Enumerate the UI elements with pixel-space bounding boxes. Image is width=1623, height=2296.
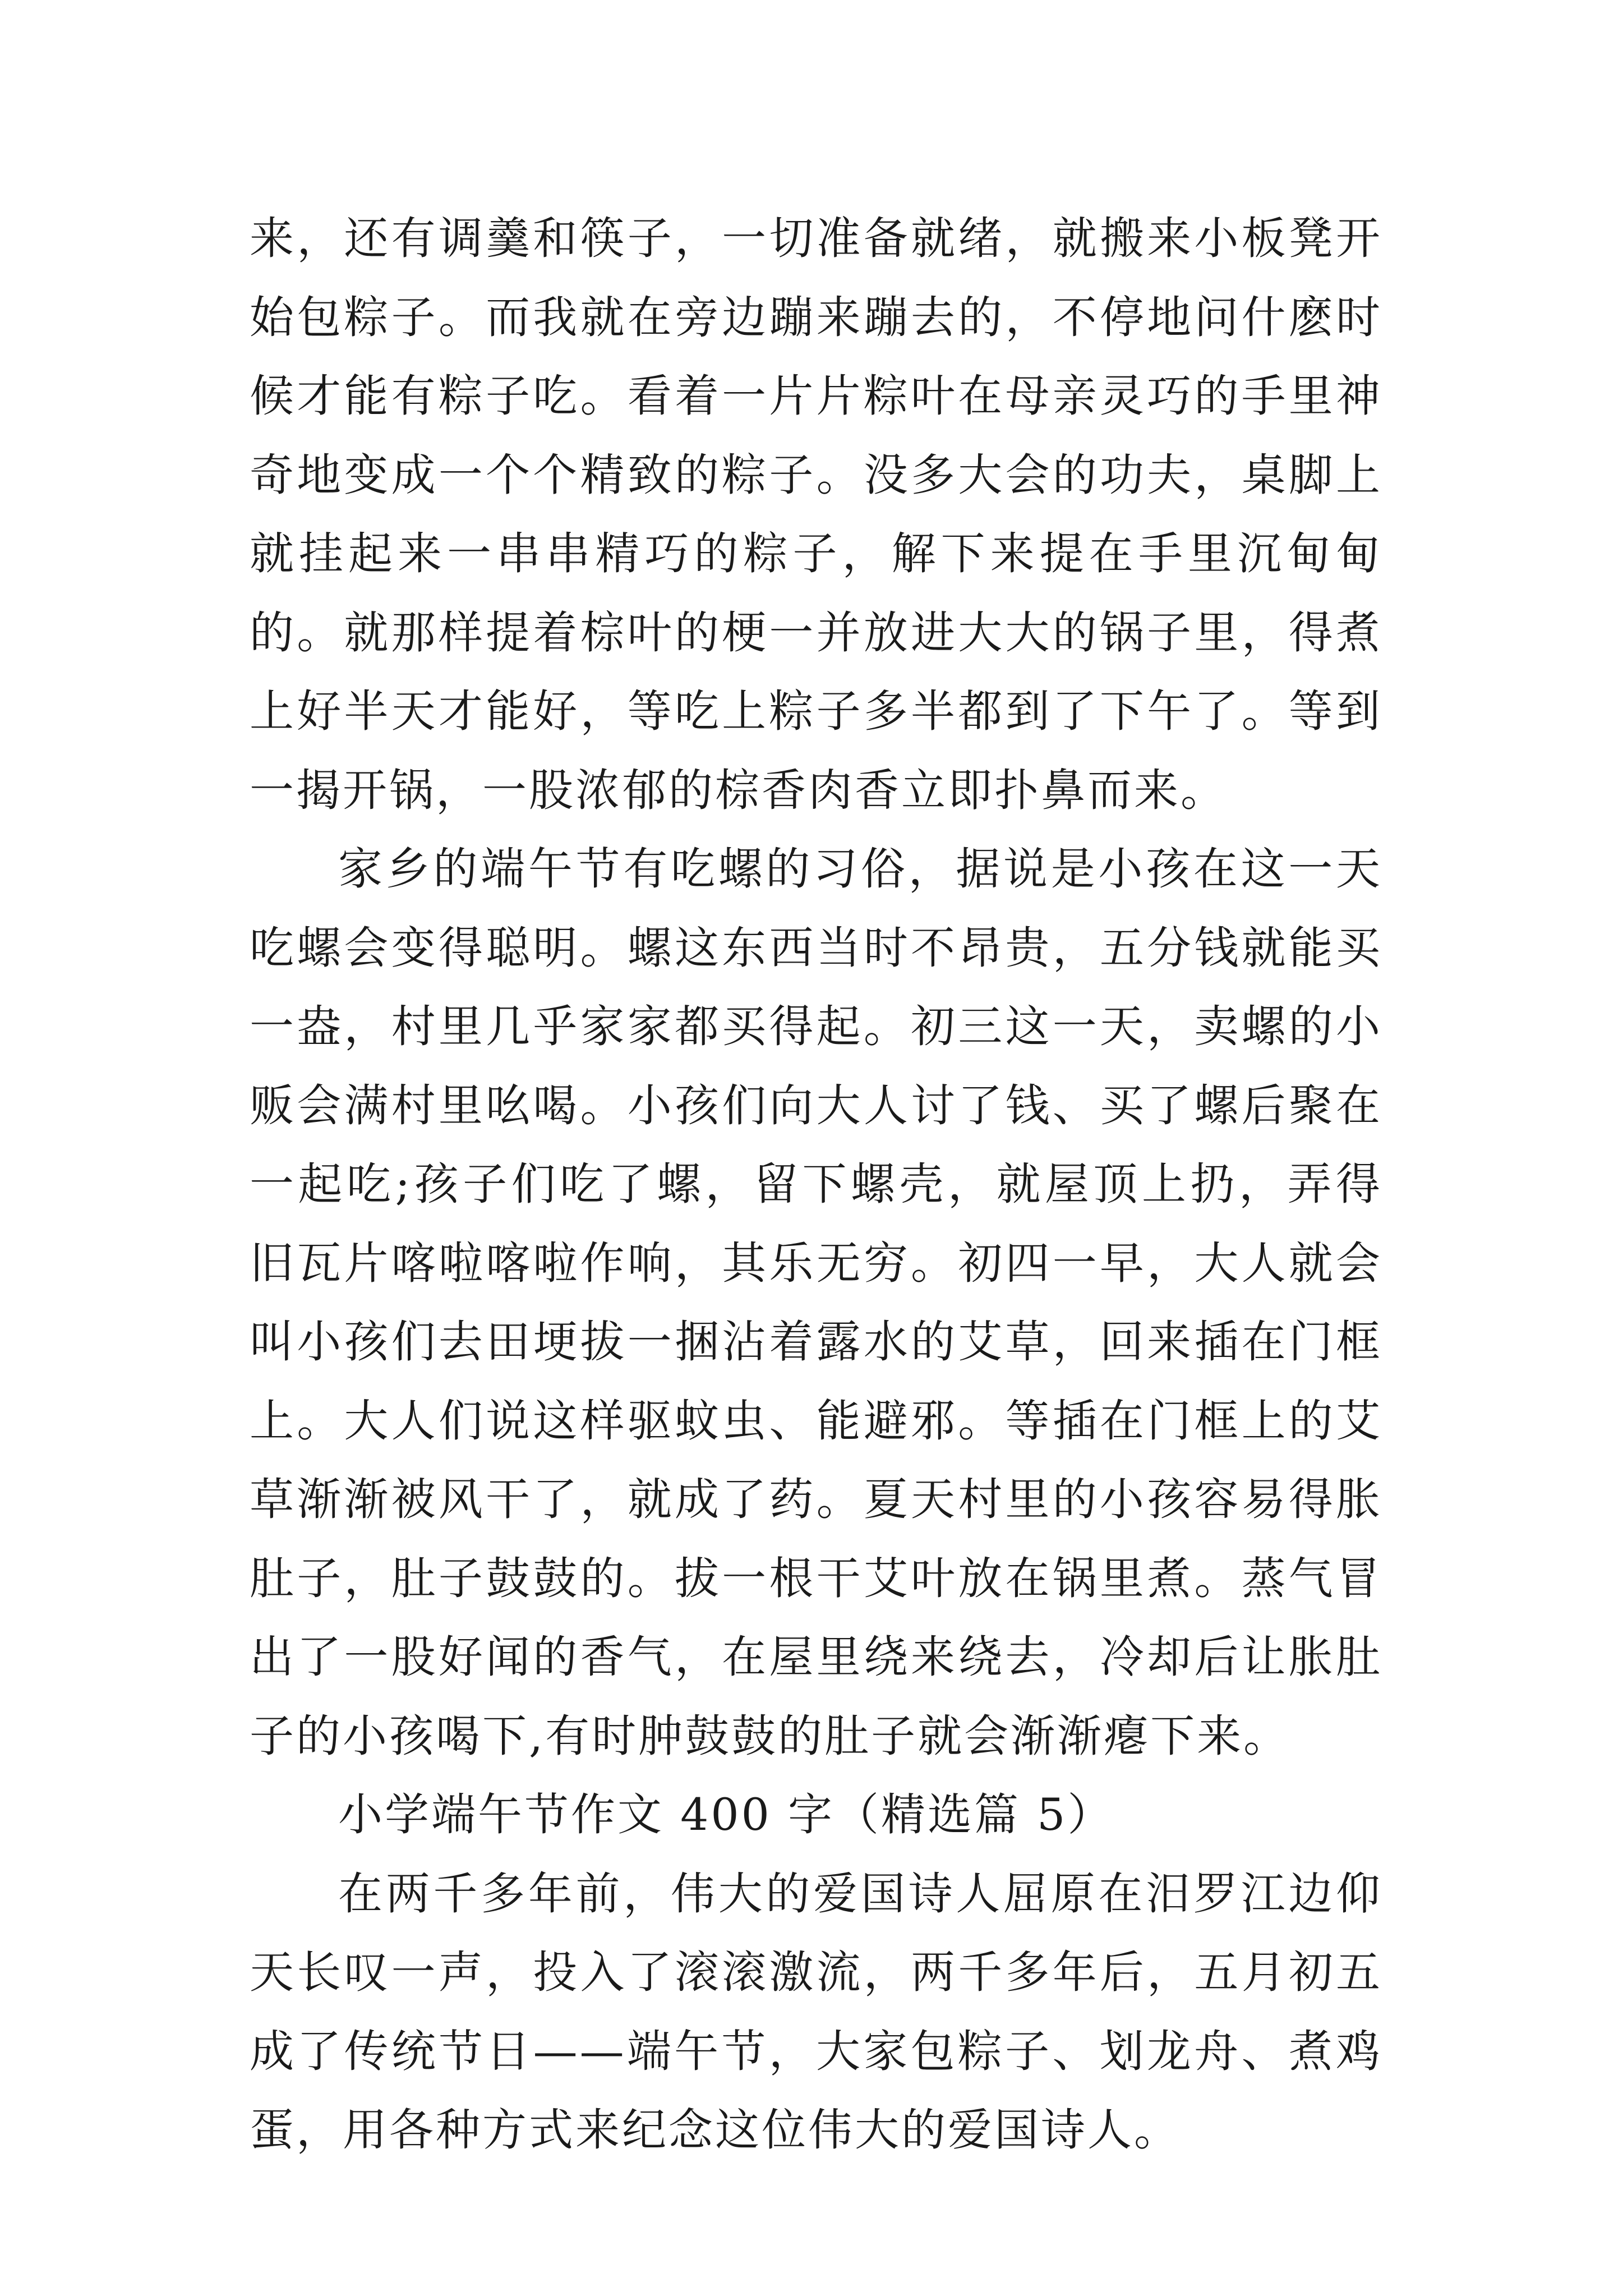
paragraph-custom-snails: 家乡的端午节有吃螺的习俗，据说是小孩在这一天吃螺会变得聪明。螺这东西当时不昂贵，五分钱就能买一盎，村里几乎家家都买得起。初三这一天，卖螺的小贩会满村里吆喝。小孩们向大人讨了钱、买了螺后聚在一起吃;孩子们吃了螺，留下螺壳，就屋顶上扔，弄得旧瓦片喀啦喀啦作响，其乐无穷。初四一早，大人就会叫小孩们去田埂拔一捆沾着露水的艾草，回来插在门框上。大人们说这样驱蚊虫、能避邪。等插在门框上的艾草渐渐被风干了，就成了药。夏天村里的小孩容易得胀肚子，肚子鼓鼓的。拔一根干艾叶放在锅里煮。蒸气冒出了一股好闻的香气，在屋里绕来绕去，冷却后让胀肚子的小孩喝下,有时肿鼓鼓的肚子就会渐渐瘪下来。 [250,843,1382,1762]
section-heading: 小学端午节作文 400 字（精选篇 5） [338,1789,1114,1841]
paragraph-continued: 来，还有调羹和筷子，一切准备就绪，就搬来小板凳开始包粽子。而我就在旁边蹦来蹦去的，不停地问什麽时候才能有粽子吃。看着一片片粽叶在母亲灵巧的手里神奇地变成一个个精致的粽子。没多大会的功夫，桌脚上就挂起来一串串精巧的粽子，解下来提在手里沉甸甸的。就那样提着棕叶的梗一并放进大大的锅子里，得煮上好半天才能好，等吃上粽子多半都到了下午了。等到一揭开锅，一股浓郁的棕香肉香立即扑鼻而来。 [250,213,1382,816]
paragraph-quyuan: 在两千多年前，伟大的爱国诗人屈原在汨罗江边仰天长叹一声，投入了滚滚激流，两千多年后，五月初五成了传统节日——端午节，大家包粽子、划龙舟、煮鸡蛋，用各种方式来纪念这位伟大的爱国诗人。 [250,1867,1382,2156]
article-body [250,199,1382,2170]
